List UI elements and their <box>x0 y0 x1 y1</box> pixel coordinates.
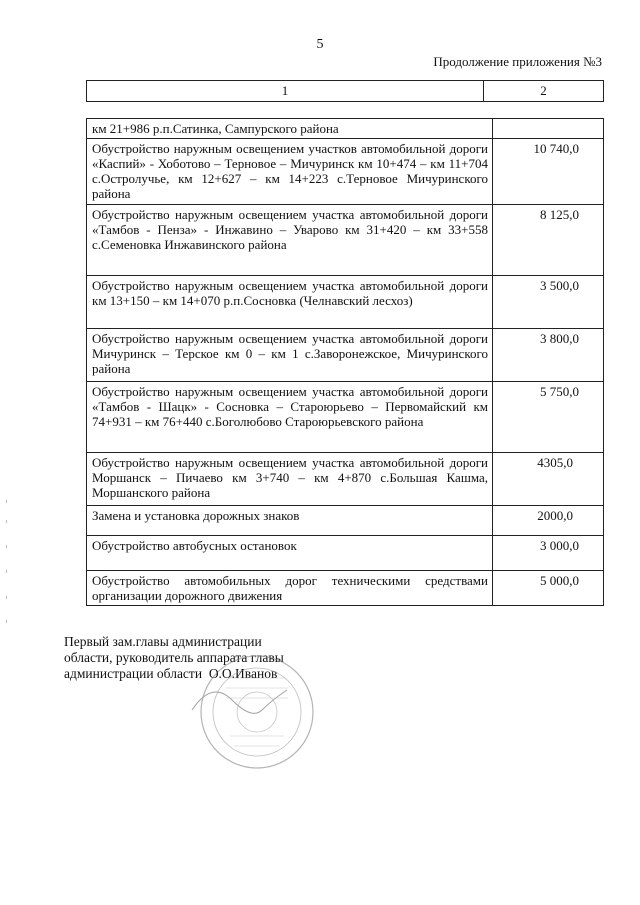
row-amount: 2000,0 <box>493 506 604 536</box>
margin-marks <box>4 500 10 640</box>
row-description: Обустройство наружным освещением участка автомобильной дороги Мичуринск – Терское км 0 – км 1 с.Заворонежское, Мичуринского района <box>87 329 493 382</box>
table-row <box>87 506 604 536</box>
row-description: км 21+986 р.п.Сатинка, Сампурского района <box>87 119 493 139</box>
signatory-name: О.О.Иванов <box>208 666 278 681</box>
signature-line-3: администрации области <box>64 666 203 681</box>
table-row <box>87 139 604 205</box>
row-description: Обустройство наружным освещением участка автомобильной дороги «Тамбов - Пенза» - Инжавино – Уварово км 31+420 – км 33+558 с.Семеновка Инжавинского района <box>87 205 493 276</box>
official-stamp <box>182 650 322 780</box>
table-row <box>87 536 604 571</box>
row-amount: 3 000,0 <box>493 536 604 571</box>
row-description: Обустройство автомобильных дорог техническими средствами организации дорожного движения <box>87 571 493 606</box>
table-row <box>87 329 604 382</box>
page-number: 5 <box>316 37 324 52</box>
table-row <box>87 382 604 453</box>
row-description: Обустройство наружным освещением участка автомобильной дороги км 13+150 – км 14+070 р.п.Сосновка (Челнавский лесхоз) <box>87 276 493 329</box>
table-row <box>87 571 604 606</box>
row-amount: 5 750,0 <box>493 382 604 453</box>
row-amount: 8 125,0 <box>493 205 604 276</box>
row-description: Обустройство наружным освещением участка автомобильной дороги «Тамбов - Шацк» - Сосновка – Староюрьево – Первомайский км 74+931 – км 76+440 с.Боголюбово Староюрьевского района <box>87 382 493 453</box>
table-row <box>87 276 604 329</box>
table-row <box>87 119 604 139</box>
row-amount <box>493 119 604 139</box>
row-description: Обустройство наружным освещением участка автомобильной дороги Моршанск – Пичаево км 3+740 – км 4+870 с.Большая Кашма, Моршанского района <box>87 453 493 506</box>
table-row <box>87 453 604 506</box>
column-header-row <box>87 81 604 102</box>
column-header-1: 1 <box>87 81 484 102</box>
row-amount: 3 500,0 <box>493 276 604 329</box>
row-description: Замена и установка дорожных знаков <box>87 506 493 536</box>
table-row <box>87 205 604 276</box>
continuation-label: Продолжение приложения №3 <box>433 54 602 69</box>
column-header-2: 2 <box>484 81 604 102</box>
signature-line-2: области, руководитель аппарата главы <box>64 650 284 665</box>
row-amount: 5 000,0 <box>493 571 604 606</box>
row-amount: 10 740,0 <box>493 139 604 205</box>
row-description: Обустройство автобусных остановок <box>87 536 493 571</box>
row-description: Обустройство наружным освещением участков автомобильной дороги «Каспий» - Хоботово – Терновое – Мичуринск км 10+474 – км 11+704 с.Остролучье, км 12+627 – км 14+223 с.Терновое Мичуринского района <box>87 139 493 205</box>
row-amount: 3 800,0 <box>493 329 604 382</box>
works-table <box>86 118 604 606</box>
signature-line-1: Первый зам.главы администрации <box>64 634 262 649</box>
row-amount: 4305,0 <box>493 453 604 506</box>
column-header-table <box>86 80 604 102</box>
